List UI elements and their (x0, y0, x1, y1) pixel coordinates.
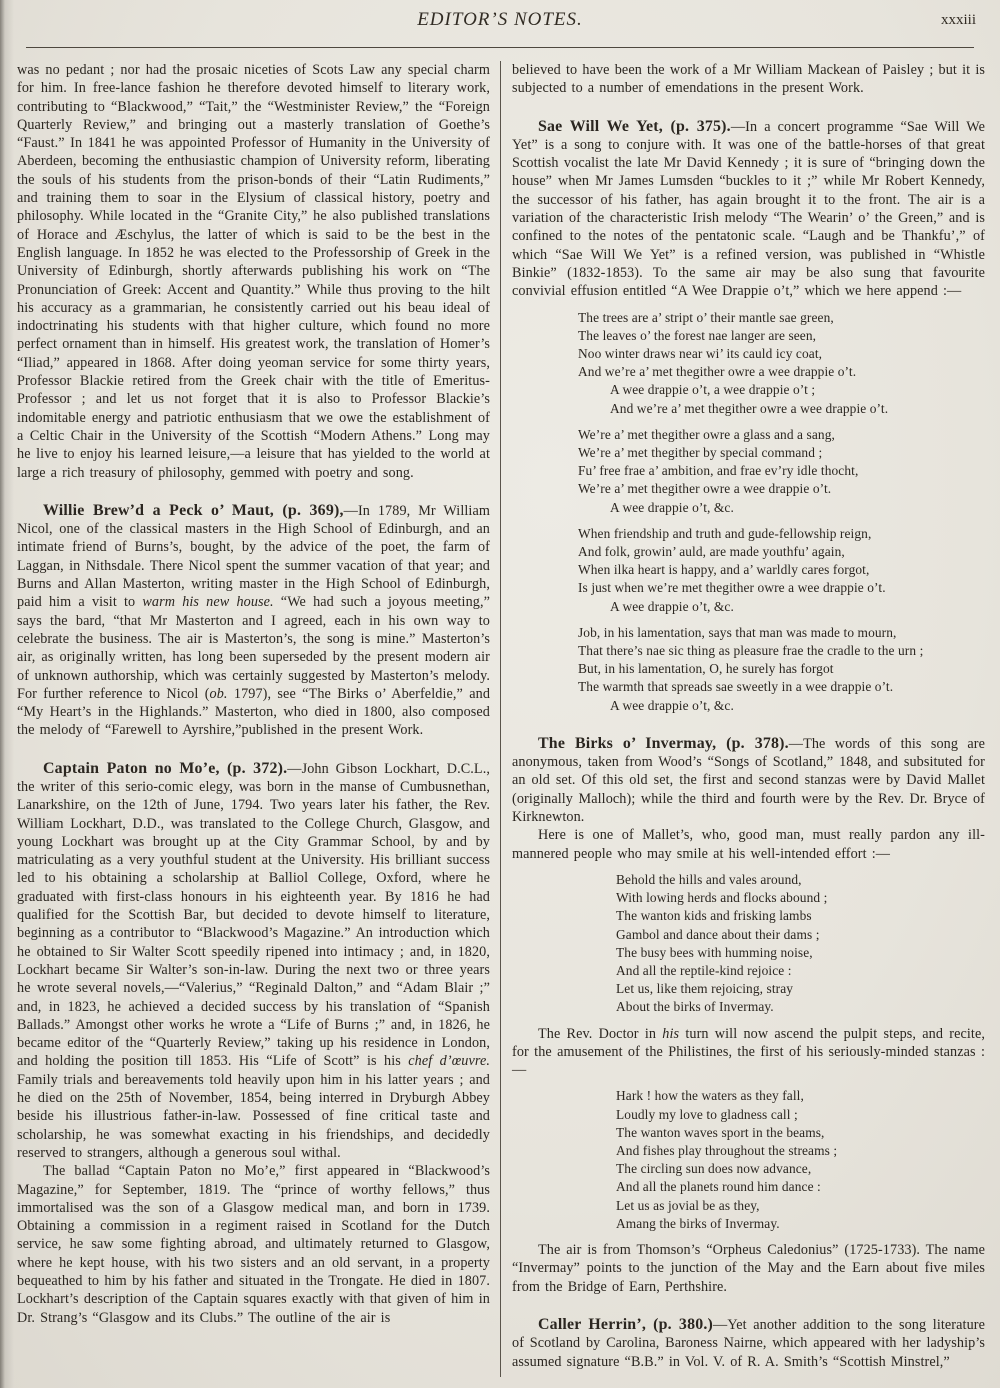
paragraph-blackie-continuation (17, 61, 490, 482)
verse-bryce-stanza (616, 1087, 985, 1233)
paragraph-text: The Rev. Doctor in (538, 1025, 663, 1042)
paragraph-text: —In 1789, Mr William Nicol, one of the classical masters in the High School of Edinburgh, and an intimate friend of Burns’s, bought, by the advice of the poet, the farm of Laggan, in Nithsdale. There Nicol spent the summer vacation of that year; and Burns and Allan Masterton, writing master in the High School of Edinburgh, paid him a visit to (17, 502, 490, 611)
paragraph-text: —In a concert programme “Sae Will We Yet” is a song to conjure with. It was one of the battle-horses of that great Scottish vocalist the late Mr David Kennedy ; it is sure of “bringing down the house” when Mr James Lumsden “buckles to it ;” while Mr Robert Kennedy, the successor of his father, has again brought it to the front. The air is a variation of the characteristic Irish melody “The Wearin’ o’ the Green,” and is confined to the notes of the pentatonic scale. “Laugh and be Thankfu’,” of which “Sae Will We Yet” is a refined version, was published in “Whistle Binkie” (1832-1853). To the same air may be also sung that favourite convivial effusion entitled “A Wee Drappie o’t,” which we here append :— (512, 118, 985, 300)
section-heading-captain-paton: Captain Paton no Mo’e, (p. 372). (43, 759, 288, 777)
verse-stanza-1 (578, 309, 985, 418)
verse-line: Fu’ free frae a’ ambition, and frae ev’ry idle thocht, (578, 463, 859, 479)
section-captain-paton (17, 760, 490, 1163)
verse-line: When friendship and truth and gude-fellowship reign, (578, 525, 872, 541)
italic-phrase: warm his new house. (142, 594, 274, 611)
verse-line: The leaves o’ the forest nae langer are seen, (578, 327, 817, 343)
paragraph-captain-paton-ballad (17, 1162, 490, 1327)
paragraph-text: was no pedant ; nor had the prosaic niceties of Scots Law any special charm for him. In free-lance fashion he therefore devoted himself to literary work, contributing to “Blackwood,” “Tait,” the “Westminister Review,” the “Foreign Quarterly Review,” and bringing out a masterly translation of Goethe’s “Faust.” In 1841 he was appointed Professor of Humanity in the University of Aberdeen, becoming the enthusiastic champion of University reform, liberating the souls of his students from the prison-bonds of their “Latin Rudiments,” and training them to soar in the Elysium of classical history, poetry and philosophy. While located in the “Granite City,” he also published translations of Horace and Æschylus, the latter of which is said to be the best in the English language. In 1852 he was elected to the Professorship of Greek in the University of Edinburgh, shortly afterwards publishing his work on “The Pronunciation of Greek: Accent and Quantity.” While thus proving to the hilt his accuracy as a grammarian, he consistently carried out his beau ideal of indoctrinating his students with that higher culture, which found no more perfect ornament than in himself. His greatest work, the translation of Homer’s “Iliad,” appeared in 1868. After doing yeoman service for some thirty years, Professor Blackie retired from the Greek chair with the title of Emeritus-Professor ; and let us not forget that it is also to Professor Blackie’s indomitable energy and patriotic enthusiasm that we owe the establishment of a Celtic Chair in the University of the Scottish “Modern Athens.” Long may he live to enjoy his learned leisure,—a leisure that has yielded to the world at large a rich treasury of philosophy, gemmed with poetry and song. (17, 62, 490, 481)
page-header (0, 0, 1000, 45)
column-divider-rule (500, 61, 501, 1377)
chorus-line: A wee drappie o’t, &c. (610, 598, 734, 614)
verse-line: Noo winter draws near wi’ its cauld icy coat, (578, 345, 823, 361)
section-sae-will-we-yet (512, 118, 985, 301)
chorus-line: And we’re a’ met thegither owre a wee drappie o’t. (610, 400, 889, 416)
verse-line: When ilka heart is happy, and a’ warldly cares forgot, (578, 562, 870, 578)
paragraph-text: Here is one of Mallet’s, who, good man, must really pardon any ill-mannered people who may smile at his well-intended effort :— (512, 827, 985, 862)
paragraph-text: 1797), see “The Birks o’ Aberfeldie,” and “My Heart’s in the Highlands.” Masterton, who died in 1800, also composed the melody of “Farewell to Ayrshire,”published in the present Work. (17, 685, 491, 739)
verse-stanza-3 (578, 525, 985, 616)
section-heading-caller-herrin: Caller Herrin’, (p. 380.) (538, 1315, 714, 1333)
verse-stanza-2 (578, 426, 985, 517)
paragraph-text: believed to have been the work of a Mr William Mackean of Paisley ; but it is subjected to a number of emendations in the present Work. (512, 62, 985, 97)
paragraph-text: turn will now ascend the pulpit steps, and recite, for the amusement of the Philistines, the first of his seriously-minded stanzas :— (512, 1025, 985, 1079)
verse-line: The wanton waves sport in the beams, (616, 1124, 825, 1140)
verse-line: Is just when we’re met thegither owre a wee drappie o’t. (578, 580, 886, 596)
verse-line: And fishes play throughout the streams ; (616, 1143, 838, 1159)
verse-line: The warmth that spreads sae sweetly in a wee drappie o’t. (578, 679, 894, 695)
verse-line: That there’s nae sic thing as pleasure frae the cradle to the urn ; (578, 643, 924, 659)
verse-line: Behold the hills and vales around, (616, 871, 802, 887)
italic-phrase: his (662, 1025, 680, 1042)
verse-line: Amang the birks of Invermay. (616, 1215, 780, 1231)
italic-phrase: ob. (209, 685, 228, 702)
verse-line: Let us, like them rejoicing, stray (616, 981, 794, 997)
italic-phrase: chef d’œuvre. (408, 1053, 490, 1070)
section-heading-sae-will-we-yet: Sae Will We Yet, (p. 375). (538, 117, 731, 135)
section-heading-willie-brewd: Willie Brew’d a Peck o’ Maut, (p. 369), (43, 501, 344, 519)
running-title: EDITOR’S NOTES. (417, 9, 583, 30)
verse-line: Job, in his lamentation, says that man was made to mourn, (578, 624, 897, 640)
verse-line: About the birks of Invermay. (616, 999, 774, 1015)
paragraph-text: Family trials and bereavements told heavily upon him in his latter years ; and he died on the 25th of November, 1854, being interred in Dryburgh Abbey beside his illustrious father-in-law. Possessed of fine critical taste and scholarship, he was somewhat exacting in his friendships, and decidedly reserved to strangers, although a generous soul withal. (17, 1071, 490, 1161)
verse-line: Gambol and dance about their dams ; (616, 926, 820, 942)
verse-line: We’re a’ met thegither owre a glass and a sang, (578, 426, 835, 442)
verse-line: Loudly my love to gladness call ; (616, 1106, 798, 1122)
verse-line: We’re a’ met thegither by special command ; (578, 444, 823, 460)
verse-line: The circling sun does now advance, (616, 1161, 812, 1177)
paragraph-rev-doctor (512, 1025, 985, 1080)
chorus-line: A wee drappie o’t, &c. (610, 499, 734, 515)
page-number: xxxiii (940, 12, 976, 28)
paragraph-text: The air is from Thomson’s “Orpheus Caledonius” (1725-1733). The name “Invermay” points to the junction of the May and the Earn about five miles from the Bridge of Earn, Perthshire. (512, 1242, 985, 1295)
paragraph-mackean-continuation (512, 61, 985, 98)
verse-line: The wanton kids and frisking lambs (616, 908, 812, 924)
verse-line: Hark ! how the waters as they fall, (616, 1088, 804, 1104)
verse-line: But, in his lamentation, O, he surely has forgot (578, 661, 834, 677)
verse-line: And all the reptile-kind rejoice : (616, 962, 792, 978)
verse-line: We’re a’ met thegither owre a wee drappie o’t. (578, 481, 832, 497)
verse-mallet-stanza (616, 871, 985, 1017)
paragraph-invermay-air (512, 1241, 985, 1296)
paragraph-text: —Yet another addition to the song literature of Scotland by Carolina, Baroness Nairne, which appeared with her ladyship’s assumed signature “B.B.” in Vol. V. of R. A. Smith’s “Scottish Minstrel,” (512, 1316, 985, 1370)
paragraph-text: The ballad “Captain Paton no Mo’e,” first appeared in “Blackwood’s Magazine,” for September, 1819. The “prince of worthy fellows,” thus immortalised was the son of a Glasgow medical man, and born in 1739. Obtaining a commission in a regiment raised in Scotland for the Dutch service, he saw some fighting abroad, and ultimately returned to Glasgow, where he kept house, with his two sisters and an old servant, in a property bequeathed to him by his father and situated in the Trongate. He died in 1807. Lockhart’s description of the Captain squares exactly with that given of him in Dr. Strang’s “Glasgow and its Clubs.” The outline of the air is (17, 1163, 490, 1326)
verse-line: And all the planets round him dance : (616, 1179, 821, 1195)
section-caller-herrin (512, 1316, 985, 1371)
verse-line: And we’re a’ met thegither owre a wee drappie o’t. (578, 364, 857, 380)
right-column (512, 61, 985, 1377)
verse-line: The trees are a’ stript o’ their mantle sae green, (578, 309, 834, 325)
verse-line: Let us as jovial be as they, (616, 1197, 760, 1213)
chorus-line: A wee drappie o’t, a wee drappie o’t ; (610, 382, 816, 398)
paragraph-mallet-intro (512, 826, 985, 863)
paragraph-text: —The words of this song are anonymous, taken from Wood’s “Songs of Scotland,” 1848, and subsituted for an old set. Of this old set, the first and second stanzas were by David Mallet (originally Malloch); while the third and fourth were by the Rev. Dr. Bryce of Kirknewton. (512, 735, 985, 826)
left-column (17, 61, 490, 1377)
text-columns (0, 48, 1000, 1377)
section-willie-brewd (17, 502, 490, 740)
verse-line: With lowing herds and flocks abound ; (616, 890, 828, 906)
chorus-line: A wee drappie o’t, &c. (610, 697, 734, 713)
verse-stanza-4 (578, 624, 985, 715)
section-heading-birks-o-invermay: The Birks o’ Invermay, (p. 378). (538, 734, 789, 752)
paragraph-text: “We had such a joyous meeting,” says the bard, “that Mr Masterton and I agreed, each in his own way to celebrate the business. The air is Masterton’s, the song is mine.” Masterton’s air, as originally written, has long been superseded by the present modern air of unknown authorship, which was certainly suggested by Masterton’s melody. For further reference to Nicol ( (17, 594, 490, 702)
verse-line: The busy bees with humming noise, (616, 944, 813, 960)
paragraph-text: —John Gibson Lockhart, D.C.L., the writer of this serio-comic elegy, was born in the manse of Cumbusnethan, Lanarkshire, on the 12th of June, 1794. Two years later his father, the Rev. William Lockhart, D.D., was translated to the College Church, Glasgow, and young Lockhart was brought up at the City Grammar School, by and by matriculating as a very youthful student at the University. His brilliant success led to his obtaining a scholarship at Balliol College, Oxford, where he graduated with first-class honours in his eighteenth year. By 1816 he had qualified for the Scottish Bar, but decided to devote himself to literature, beginning as a contributor to “Blackwood’s Magazine.” An introduction which he obtained to Sir Walter Scott speedily ripened into intimacy ; and, in 1820, Lockhart became Sir Walter’s son-in-law. During the next two or three years he wrote several novels,—“Valerius,” “Reginald Dalton,” and “Adam Blair ;” and, in 1823, he achieved a decided success by his translation of “Spanish Ballads.” Amongst other works he wrote a “Life of Burns ;” and, in 1826, he became editor of the “Quarterly Review,” taking up his residence in London, and holding the position till 1853. His “Life of Scott” is his (17, 760, 490, 1070)
section-birks-o-invermay (512, 735, 985, 826)
verse-line: And folk, growin’ auld, are made youthfu’ again, (578, 544, 845, 559)
